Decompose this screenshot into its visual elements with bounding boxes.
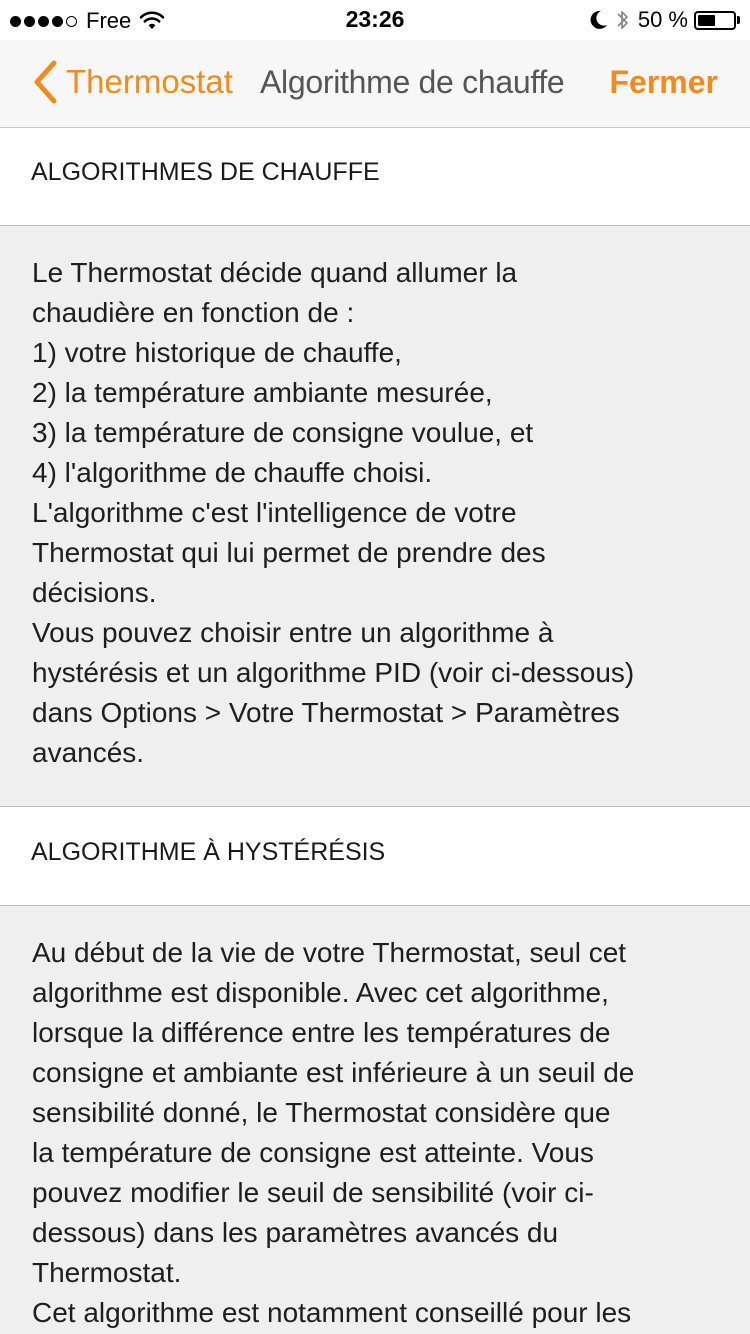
battery-percent: 50 %	[637, 7, 688, 32]
back-button-label: Thermostat	[66, 63, 233, 100]
battery-cap	[737, 16, 740, 24]
text-line: Cet algorithme est notamment conseillé pour les	[32, 1297, 632, 1328]
text-line: décisions.	[32, 577, 157, 608]
text-line: Thermostat qui lui permet de prendre des	[32, 537, 546, 568]
text-line: chaudière en fonction de :	[32, 297, 355, 328]
status-bar-right	[590, 7, 740, 33]
text-line: dans Options > Votre Thermostat > Paramètres	[32, 697, 620, 728]
section-body-heating-algorithms	[0, 225, 750, 807]
text-line: lorsque la différence entre les températures de	[32, 1017, 611, 1048]
navigation-bar	[0, 40, 750, 128]
section-header-heating-algorithms	[0, 128, 750, 225]
text-line: sensibilité donné, le Thermostat considère que	[32, 1097, 611, 1128]
text-line: Au début de la vie de votre Thermostat, seul cet	[32, 937, 627, 968]
text-line: L'algorithme c'est l'intelligence de votre	[32, 497, 517, 528]
back-button[interactable]	[32, 60, 233, 104]
text-line: algorithme est disponible. Avec cet algorithme,	[32, 977, 609, 1008]
clock: 23:26	[345, 6, 405, 32]
text-line: Vous pouvez choisir entre un algorithme à	[32, 617, 554, 648]
text-line: avancés.	[32, 737, 145, 768]
text-line: la température de consigne est atteinte. Vous	[32, 1137, 594, 1168]
page-title: Algorithme de chauffe	[260, 64, 565, 100]
text-line: 2) la température ambiante mesurée,	[32, 377, 493, 408]
battery-icon	[694, 11, 736, 30]
battery-level	[698, 15, 715, 26]
section-body-hysteresis	[0, 905, 750, 1334]
text-line: hystérésis et un algorithme PID (voir ci-dessous)	[32, 657, 635, 688]
carrier-name: Free	[86, 8, 132, 33]
moon-icon	[590, 10, 608, 30]
text-line: consigne et ambiante est inférieure à un seuil de	[32, 1057, 635, 1088]
status-bar	[0, 0, 750, 40]
section-text	[32, 253, 732, 773]
section-title: ALGORITHMES DE CHAUFFE	[31, 158, 380, 186]
text-line: 3) la température de consigne voulue, et	[32, 417, 534, 448]
bluetooth-icon	[616, 8, 630, 32]
text-line: Thermostat.	[32, 1257, 182, 1288]
chevron-left-icon	[32, 60, 58, 104]
section-text	[32, 933, 732, 1333]
text-line: Le Thermostat décide quand allumer la	[32, 257, 518, 288]
text-line: pouvez modifier le seuil de sensibilité (voir ci-	[32, 1177, 594, 1208]
text-line: 4) l'algorithme de chauffe choisi.	[32, 457, 433, 488]
section-title: ALGORITHME À HYSTÉRÉSIS	[31, 838, 386, 866]
text-line: 1) votre historique de chauffe,	[32, 337, 402, 368]
text-line: dessous) dans les paramètres avancés du	[32, 1217, 559, 1248]
close-button[interactable]: Fermer	[609, 64, 718, 100]
section-header-hysteresis	[0, 808, 750, 905]
